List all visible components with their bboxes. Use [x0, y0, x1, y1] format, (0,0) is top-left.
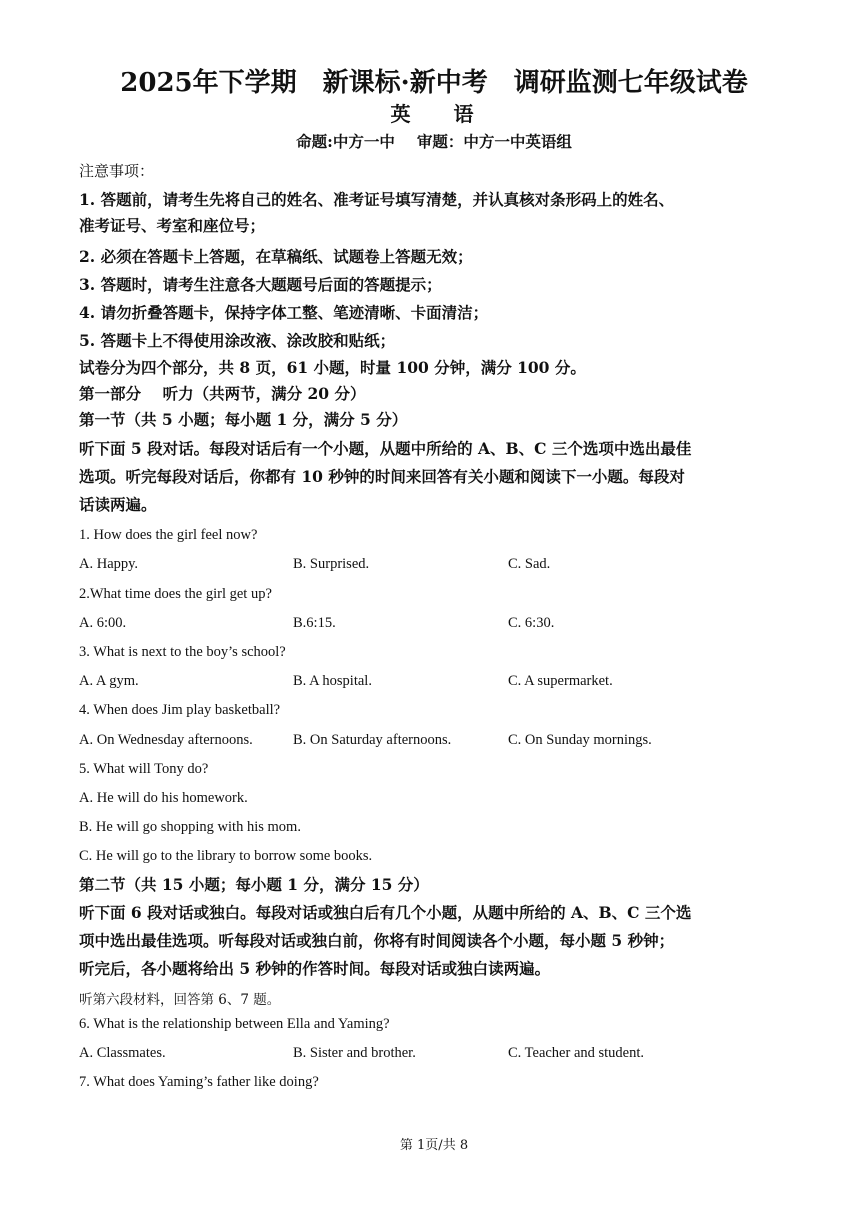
subject-title: 英 语 [390, 102, 492, 126]
note-item: 5. 答题卡上不得使用涂改液、涂改胶和贴纸； [79, 331, 396, 350]
option-a: A. He will do his homework. [79, 790, 248, 806]
question-stem: 1. How does the girl feel now? [79, 527, 258, 543]
option-c: C. 6:30. [508, 615, 555, 631]
title-term: 2025年下学期 [120, 68, 297, 98]
section2-instructions: 听下面 6 段对话或独白。每段对话或独白后有几个小题，从题中所给的 A、B、C 三个选 [79, 903, 692, 922]
exam-title [0, 62, 868, 99]
part1-heading: 第一部分 听力（共两节，满分 20 分） [79, 384, 366, 403]
section1-instructions: 选项。听完每段对话后，你都有 10 秒钟的时间来回答有关小题和阅读下一小题。每段对 [79, 467, 685, 486]
section1-instructions: 话读两遍。 [79, 495, 157, 514]
title-grade: 调研监测七年级试卷 [513, 68, 748, 98]
material-note: 听第六段材料，回答第 6、7 题。 [79, 992, 281, 1008]
option-b: B. On Saturday afternoons. [293, 732, 452, 748]
option-c: C. He will go to the library to borrow some books. [79, 848, 373, 864]
option-a: A. On Wednesday afternoons. [79, 732, 253, 748]
section1-heading: 第一节（共 5 小题；每小题 1 分，满分 5 分） [79, 410, 408, 429]
note-item: 2. 必须在答题卡上答题，在草稿纸、试题卷上答题无效； [79, 247, 473, 266]
setter-line [0, 130, 868, 152]
title-series: 新课标·新中考 [322, 68, 488, 98]
option-b: B. A hospital. [293, 673, 372, 689]
question-stem: 2.What time does the girl get up? [79, 586, 272, 602]
setter: 命题:中方一中 [296, 132, 395, 151]
option-c: C. On Sunday mornings. [508, 732, 652, 748]
option-c: C. Teacher and student. [508, 1045, 645, 1061]
exam-summary: 试卷分为四个部分，共 8 页，61 小题，时量 100 分钟，满分 100 分。 [79, 358, 586, 377]
question-stem: 5. What will Tony do? [79, 761, 209, 777]
option-a: A. Happy. [79, 556, 139, 572]
section2-instructions: 听完后，各小题将给出 5 秒钟的作答时间。每段对话或独白读两遍。 [79, 959, 551, 978]
option-a: A. 6:00. [79, 615, 127, 631]
notes-heading: 注意事项： [79, 162, 155, 180]
question-stem: 6. What is the relationship between Ella and Yaming? [79, 1016, 390, 1032]
option-c: C. A supermarket. [508, 673, 613, 689]
question-stem: 3. What is next to the boy’s school? [79, 644, 286, 660]
note-item: 准考证号、考室和座位号； [79, 216, 266, 235]
page-footer: 第 1页/共 8 [399, 1138, 469, 1153]
option-a: A. Classmates. [79, 1045, 166, 1061]
option-b: B. Sister and brother. [293, 1045, 416, 1061]
option-b: B. He will go shopping with his mom. [79, 819, 301, 835]
section1-instructions: 听下面 5 段对话。每段对话后有一个小题，从题中所给的 A、B、C 三个选项中选出最佳 [79, 439, 692, 458]
section2-heading: 第二节（共 15 小题；每小题 1 分，满分 15 分） [79, 875, 429, 894]
note-item: 3. 答题时，请考生注意各大题题号后面的答题提示； [79, 275, 442, 294]
note-item: 1. 答题前，请考生先将自己的姓名、准考证号填写清楚，并认真核对条形码上的姓名、 [79, 190, 675, 209]
option-b: B.6:15. [293, 615, 336, 631]
question-stem: 4. When does Jim play basketball? [79, 702, 281, 718]
option-c: C. Sad. [508, 556, 551, 572]
option-b: B. Surprised. [293, 556, 370, 572]
question-stem: 7. What does Yaming’s father like doing? [79, 1074, 319, 1090]
section2-instructions: 项中选出最佳选项。听每段对话或独白前，你将有时间阅读各个小题，每小题 5 秒钟； [79, 931, 675, 950]
reviewer: 审题：中方一中英语组 [416, 132, 572, 151]
option-a: A. A gym. [79, 673, 139, 689]
note-item: 4. 请勿折叠答题卡，保持字体工整、笔迹清晰、卡面清洁； [79, 303, 489, 322]
